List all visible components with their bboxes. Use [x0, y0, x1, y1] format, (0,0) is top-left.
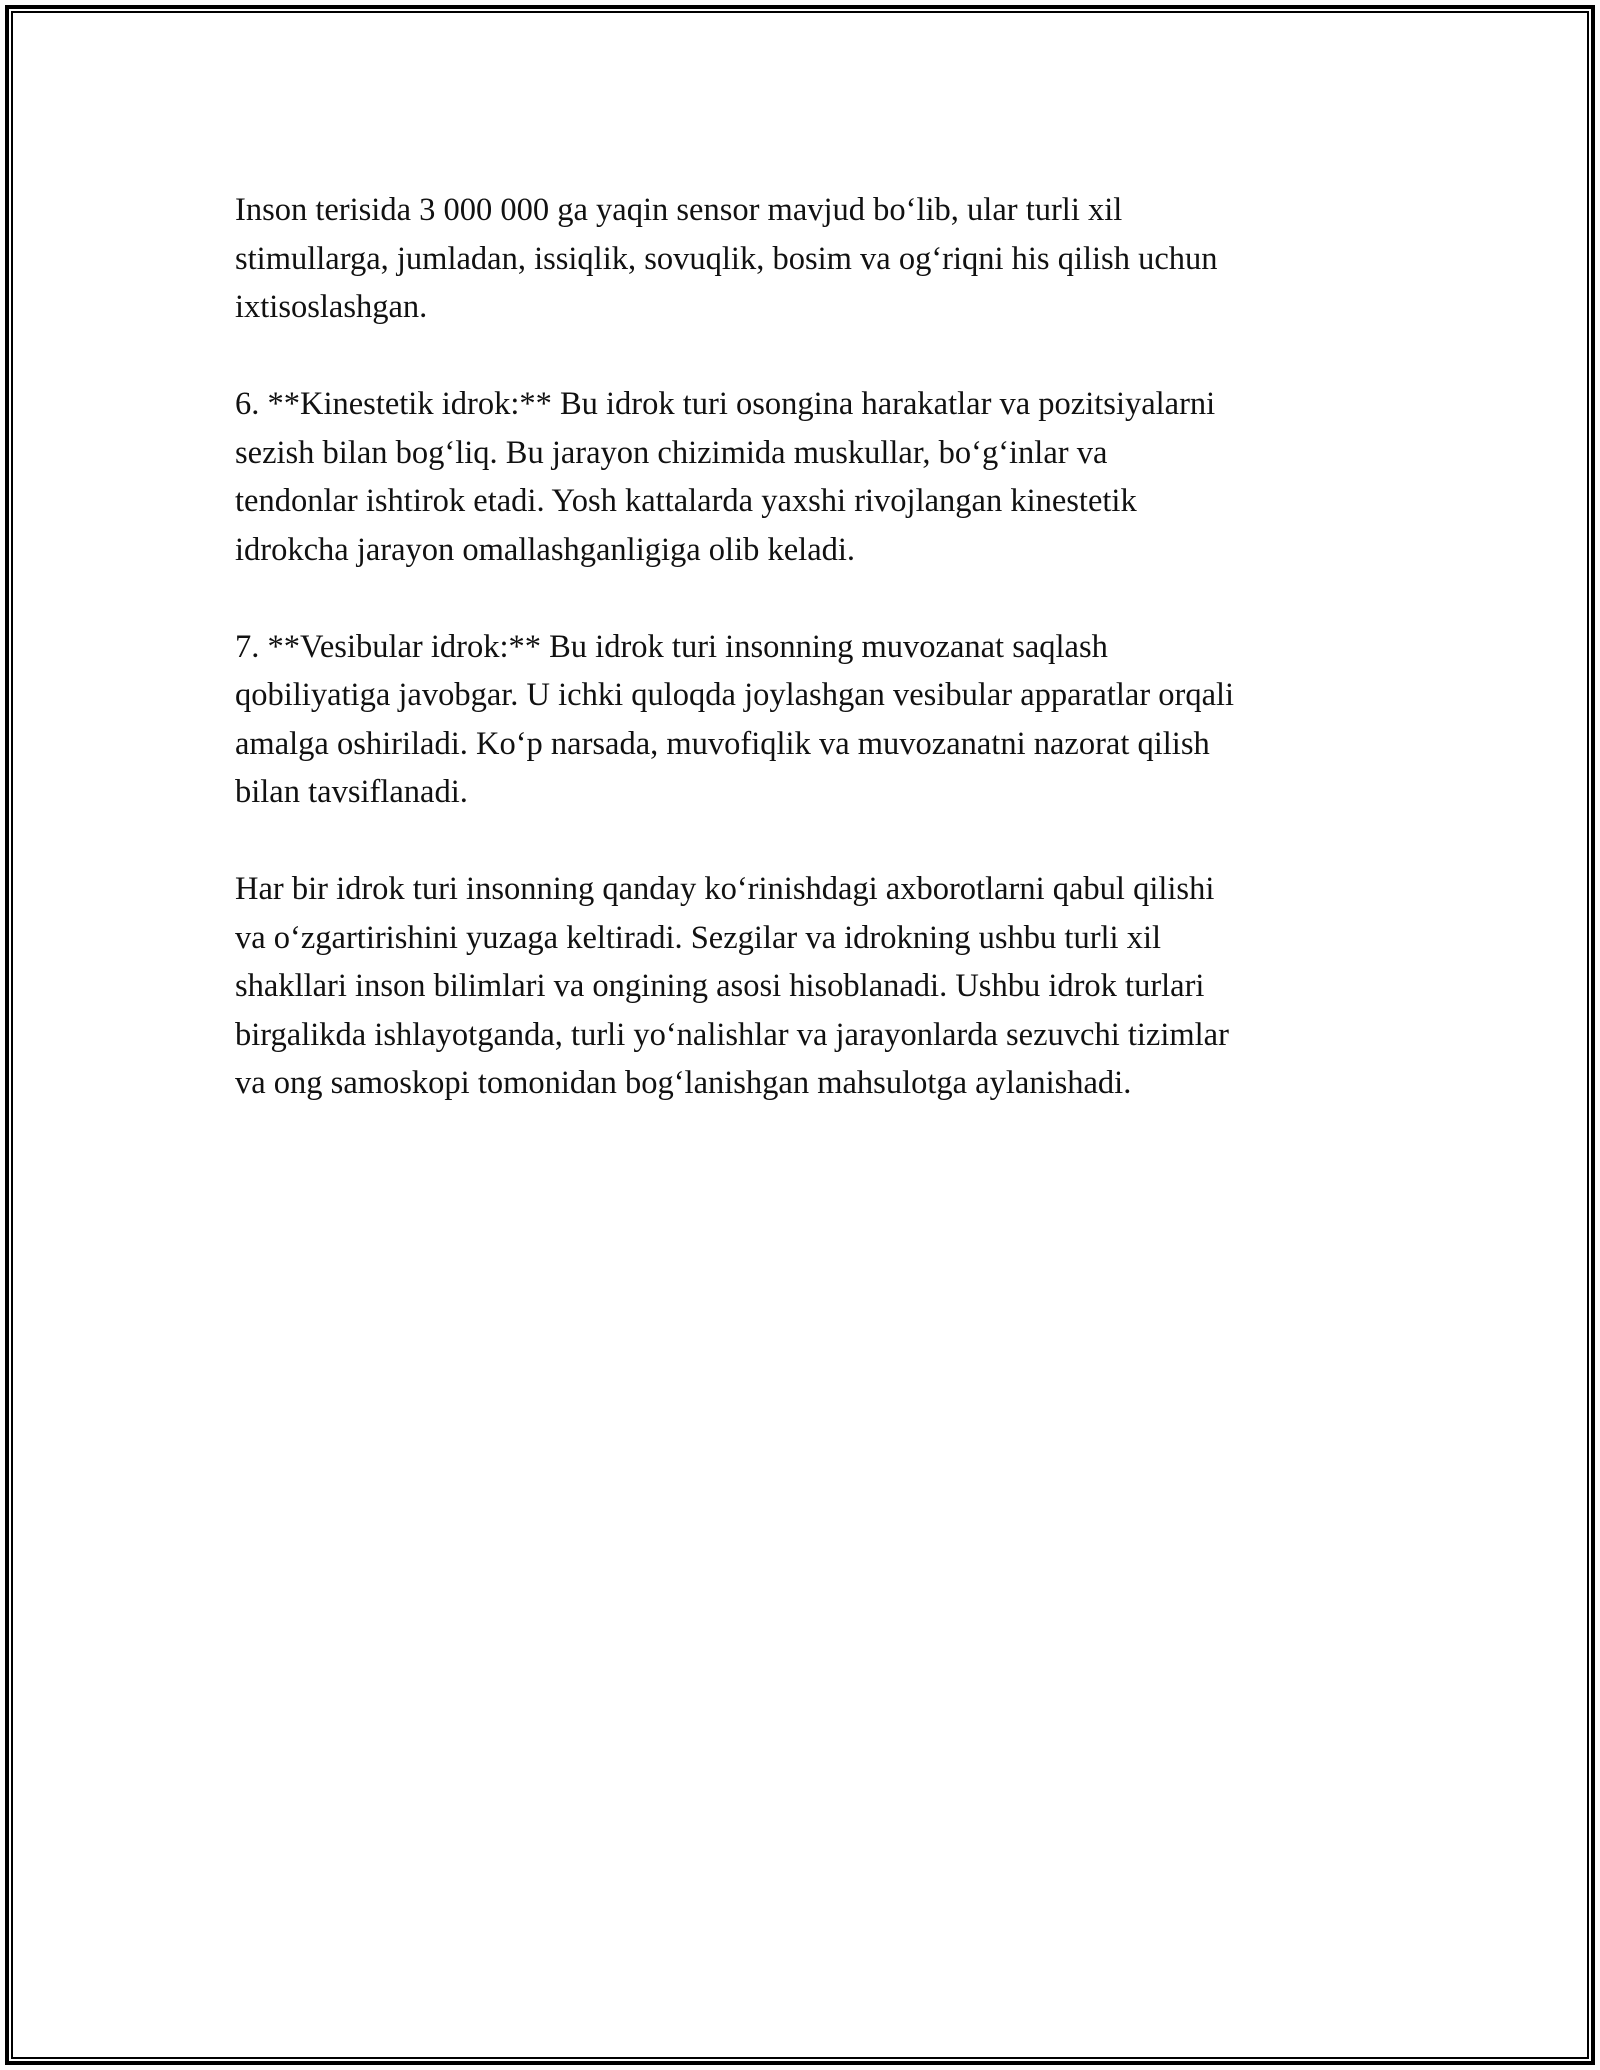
text-line: va o‘zgartirishini yuzaga keltiradi. Sezgilar va idrokning ushbu turli xil — [235, 919, 1162, 956]
text-line: shakllari inson bilimlari va ongining asosi hisoblanadi. Ushbu idrok turlari — [235, 968, 1205, 1004]
paragraph-summary — [235, 865, 1380, 1108]
paragraph-vestibular-perception — [235, 623, 1380, 817]
text-line: tendonlar ishtirok etadi. Yosh kattalarda yaxshi rivojlangan kinestetik — [235, 483, 1137, 519]
text-line: sezish bilan bog‘liq. Bu jarayon chizimida muskullar, bo‘g‘inlar va — [235, 434, 1108, 471]
text-line: amalga oshiriladi. Ko‘p narsada, muvofiqlik va muvozanatni nazorat qilish — [235, 725, 1210, 762]
text-line: stimullarga, jumladan, issiqlik, sovuqlik, bosim va og‘riqni his qilish uchun — [235, 240, 1218, 277]
document-body — [235, 186, 1380, 1156]
text-line: va ong samoskopi tomonidan bog‘lanishgan mahsulotga aylanishadi. — [235, 1065, 1132, 1101]
paragraph-skin-sensors — [235, 186, 1380, 332]
text-line: 7. **Vesibular idrok:** Bu idrok turi insonning muvozanat saqlash — [235, 628, 1108, 665]
text-line: Har bir idrok turi insonning qanday ko‘rinishdagi axborotlarni qabul qilishi — [235, 871, 1215, 907]
text-line: bilan tavsiflanadi. — [235, 774, 468, 810]
text-line: qobiliyatiga javobgar. U ichki quloqda joylashgan vesibular apparatlar orqali — [235, 677, 1235, 713]
text-line: ixtisoslashgan. — [235, 289, 428, 325]
text-line: Inson terisida 3 000 000 ga yaqin sensor mavjud bo‘lib, ular turli xil — [235, 192, 1123, 228]
text-line: 6. **Kinestetik idrok:** Bu idrok turi osongina harakatlar va pozitsiyalarni — [235, 386, 1216, 422]
text-line: birgalikda ishlayotganda, turli yo‘nalishlar va jarayonlarda sezuvchi tizimlar — [235, 1016, 1229, 1053]
text-line: idrokcha jarayon omallashganligiga olib keladi. — [235, 531, 856, 568]
paragraph-kinesthetic-perception — [235, 380, 1380, 574]
